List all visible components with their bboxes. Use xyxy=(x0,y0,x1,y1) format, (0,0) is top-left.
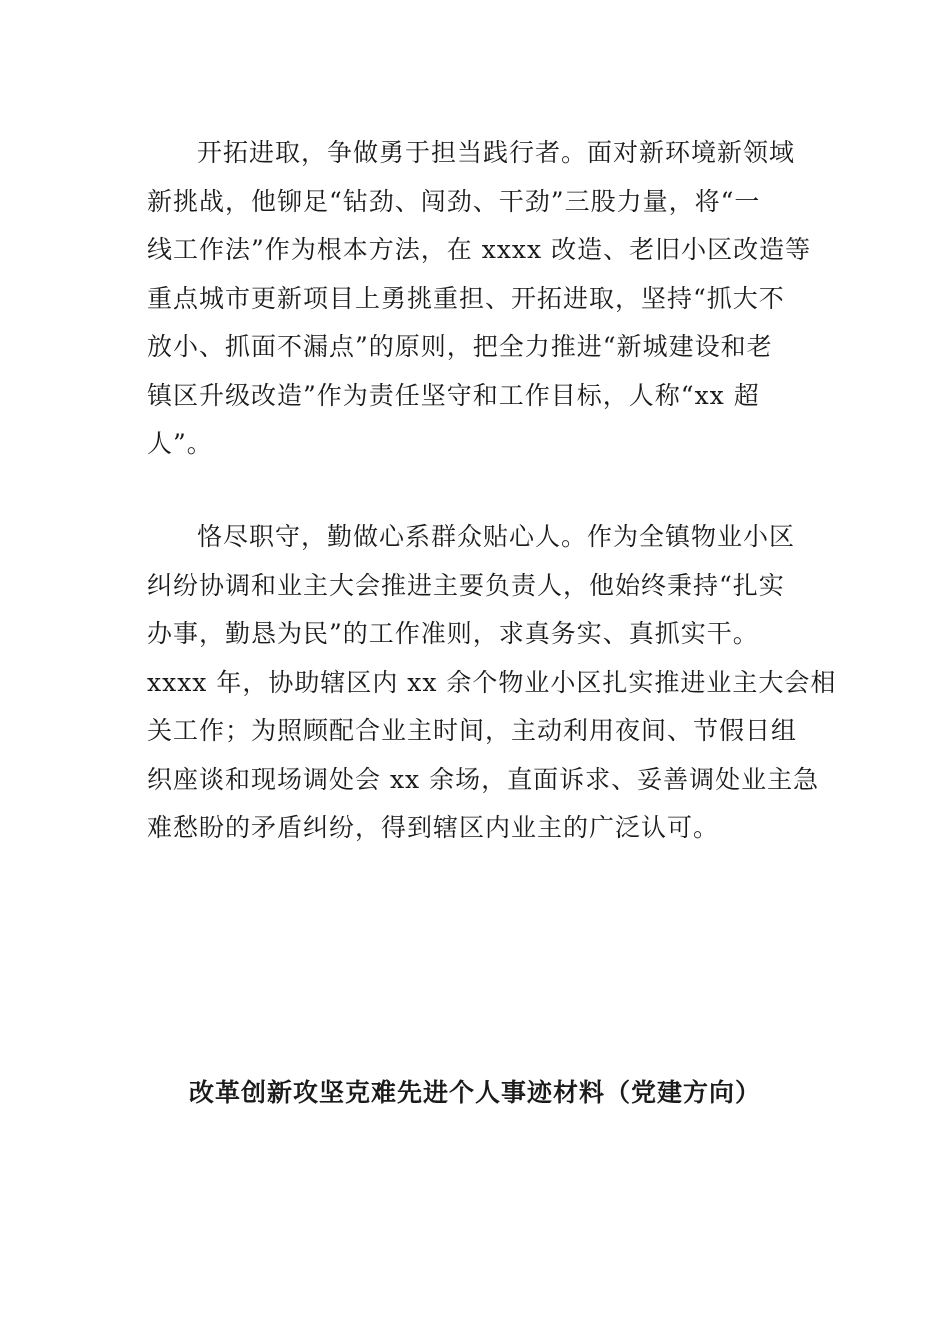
paragraph-line: 镇区升级改造”作为责任坚守和工作目标，人称“xx 超 xyxy=(147,380,760,410)
paragraph-line: 恪尽职守，勤做心系群众贴心人。作为全镇物业小区 xyxy=(197,522,796,551)
paragraph-line: 难愁盼的矛盾纠纷，得到辖区内业主的广泛认可。 xyxy=(147,813,720,842)
paragraph-line: 关工作；为照顾配合业主时间，主动利用夜间、节假日组 xyxy=(147,716,798,745)
paragraph-line: 新挑战，他铆足“钻劲、闯劲、干劲”三股力量，将“一 xyxy=(147,186,761,216)
paragraph-line: 织座谈和现场调处会 xx 余场，直面诉求、妥善调处业主急 xyxy=(147,764,820,794)
paragraph-line: 线工作法”作为根本方法，在 xxxx 改造、老旧小区改造等 xyxy=(147,235,812,264)
document-heading: 改革创新攻坚克难先进个人事迹材料（党建方向） xyxy=(188,1078,761,1107)
paragraph-line: 放小、抓面不漏点”的原则，把全力推进“新城建设和老 xyxy=(147,332,773,361)
paragraph-pioneering xyxy=(147,129,812,469)
paragraph-line: 办事，勤恳为民”的工作准则，求真务实、真抓实干。 xyxy=(147,619,759,648)
paragraph-line: 纠纷协调和业主大会推进主要负责人，他始终秉持“扎实 xyxy=(147,570,785,600)
paragraph-line: xxxx 年，协助辖区内 xx 余个物业小区扎实推进业主大会相 xyxy=(147,667,837,697)
paragraph-dutiful xyxy=(147,513,837,853)
paragraph-line: 重点城市更新项目上勇挑重担、开拓进取，坚持“抓大不 xyxy=(147,283,785,313)
paragraph-line: 开拓进取，争做勇于担当践行者。面对新环境新领域 xyxy=(197,138,796,167)
paragraph-line: 人”。 xyxy=(147,429,213,458)
